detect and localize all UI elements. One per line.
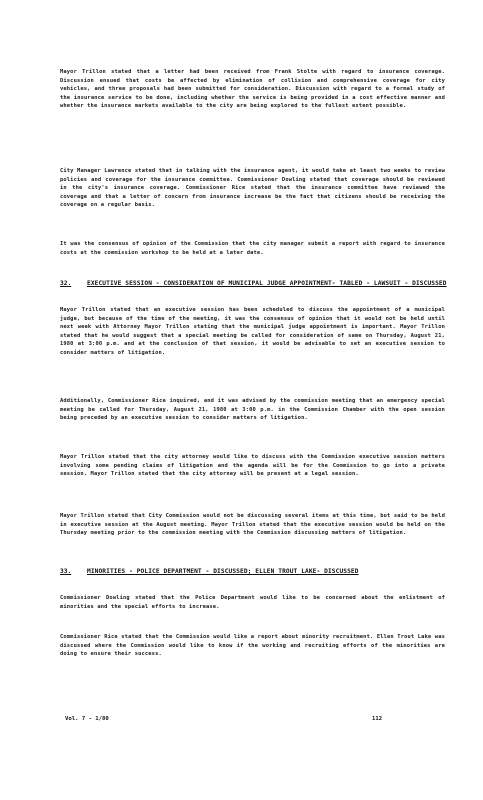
footer-page-number: 112 (372, 716, 383, 722)
item-number-32: 32. (60, 280, 72, 287)
paragraph-ellen-trout-lake: Commissioner Rice stated that the Commission would like a report about minority recruitment. Ellen Trout Lake was discussed where the Commission would like to know if the working and recruiting efforts of the minorities are doing to ensure their success. (60, 634, 445, 657)
paragraph-police-minorities: Commissioner Dowling stated that the Police Department would like to be concerned about the enlistment of minorities and the special efforts to increase. (60, 595, 445, 610)
paragraph-city-attorney: Mayor Trillon stated that the city attorney would like to discuss with the Commission executive session matters involving some pending claims of litigation and the agenda will be for the Commission to go into a private session. Mayor Trillon stated that the city attorney will be present at a legal session. (60, 454, 445, 477)
paragraph-consensus-insurance: It was the consensus of opinion of the Commission that the city manager submit a report with regard to insurance costs at the commission workshop to be held at a later date. (60, 241, 445, 256)
footer-volume-date: Vol. 7 - 1/80 (65, 716, 109, 722)
item-title-33: MINORITIES - POLICE DEPARTMENT - DISCUSSED; ELLEN TROUT LAKE- DISCUSSED (87, 568, 359, 575)
paragraph-executive-session: Mayor Trillon stated that an executive session has been scheduled to discuss the appointment of a municipal judge, but because of the time of the meeting, it was the consensus of opinion that it would not be held until next week with Attorney Mayor Trillon stating that the municipal judge appointment is important. Mayor Trillon stated that he would suggest that a special meeting be called for consideration of same on Thursday, August 21, 1980 at 3:00 p.m. and at the conclusion of that session, it would be advisable to set an executive session to consider matters of litigation. (60, 307, 445, 356)
paragraph-insurance-letter: Mayor Trillon stated that a letter had been received from Frank Stolte with regard to insurance coverage. Discussion ensued that costs be affected by elimination of collision and comprehensive coverage for city vehicles, and three proposals had been submitted for consideration. Discussion with regard to a formal study of the insurance service to be done, including whether the service is being provided in a cost effective manner and whether the insurance markets available to the city are being explored to the fullest extent possible. (60, 69, 445, 109)
paragraph-special-meeting: Additionally, Commissioner Rice inquired, and it was advised by the commission meeting that an emergency special meeting be called for Thursday, August 21, 1980 at 3:00 p.m. in the Commission Chamber with the open session being preceded by an executive session to consider matters of litigation. (60, 398, 445, 421)
paragraph-city-manager-insurance: City Manager Lawrence stated that in talking with the insurance agent, it would take at least two weeks to review policies and coverage for the insurance committee. Commissioner Dowling stated that coverage should be reviewed in the city's insurance coverage. Commissioner Rice stated that the insurance committee have reviewed the coverage and that a letter of concern from insurance increase be the fact that citizens should be receiving the coverage on a regular basis. (60, 168, 445, 208)
item-title-32: EXECUTIVE SESSION - CONSIDERATION OF MUNICIPAL JUDGE APPOINTMENT- TABLED - LAWSUIT - DISCUSSED (87, 280, 447, 287)
item-number-33: 33. (60, 568, 72, 575)
paragraph-litigation: Mayor Trillon stated that City Commission would not be discussing several items at this time, but said to be held in executive session at the August meeting. Mayor Trillon stated that the executive session would be held on the Thursday meeting prior to the commission meeting with the Commission discussing matters of litigation. (60, 513, 445, 536)
